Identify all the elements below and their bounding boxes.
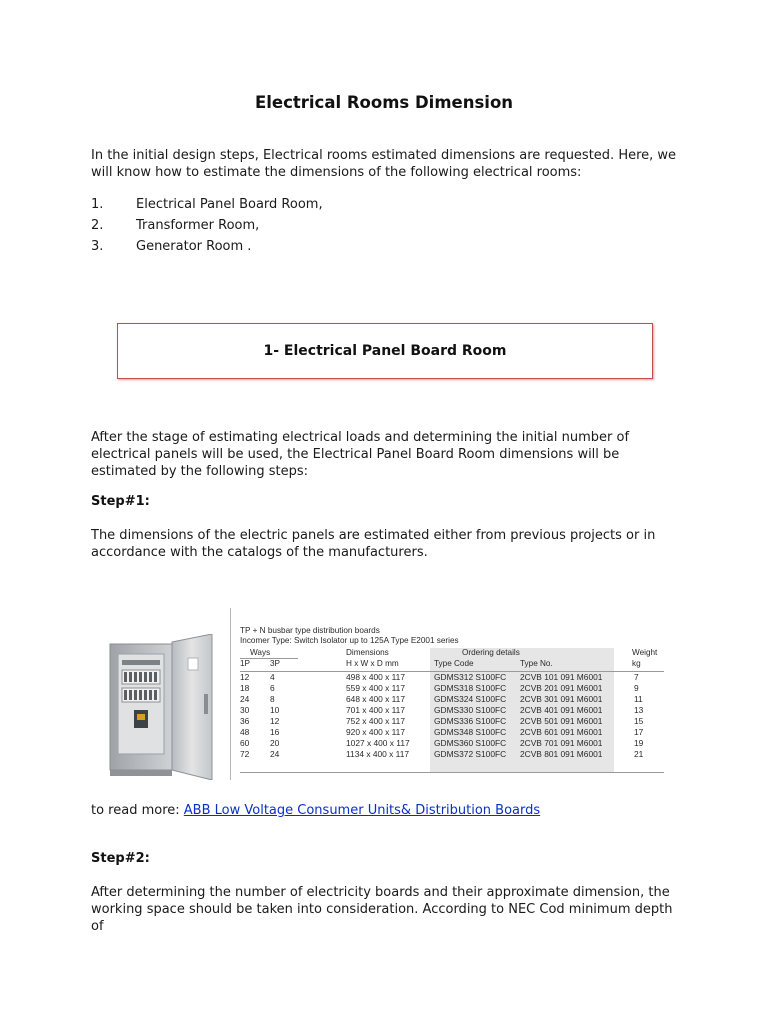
table-cell-no: 2CVB 401 091 M6001 xyxy=(520,705,603,715)
table-rows xyxy=(240,672,664,760)
table-cell-kg: 7 xyxy=(634,672,639,682)
table-cell-no: 2CVB 501 091 M6001 xyxy=(520,716,603,726)
table-cell-p1: 12 xyxy=(240,672,250,682)
table-cell-code: GDMS312 S100FC xyxy=(434,672,507,682)
table-cell-no: 2CVB 101 091 M6001 xyxy=(520,672,603,682)
figure-divider xyxy=(230,608,231,780)
list-item xyxy=(91,217,323,238)
page-title: Electrical Rooms Dimension xyxy=(254,93,514,112)
header-1p: 1P xyxy=(240,659,251,668)
table-cell-p3: 24 xyxy=(270,749,280,759)
list-number: 2. xyxy=(91,218,104,233)
table-row xyxy=(240,738,664,749)
table-cell-code: GDMS360 S100FC xyxy=(434,738,507,748)
table-cell-code: GDMS324 S100FC xyxy=(434,694,507,704)
table-row xyxy=(240,705,664,716)
step2-heading: Step#2: xyxy=(91,851,150,866)
header-hwd: H x W x D mm xyxy=(346,659,399,668)
catalog-figure xyxy=(96,606,664,782)
table-row xyxy=(240,672,664,683)
table-cell-p3: 10 xyxy=(270,705,280,715)
rule xyxy=(240,772,664,773)
header-ordering: Ordering details xyxy=(462,648,520,657)
table-row xyxy=(240,694,664,705)
distribution-board-image xyxy=(100,634,220,780)
table-cell-p1: 36 xyxy=(240,716,250,726)
table-cell-kg: 19 xyxy=(634,738,644,748)
table-cell-p1: 48 xyxy=(240,727,250,737)
rooms-list xyxy=(91,196,323,259)
list-number: 1. xyxy=(91,197,104,212)
catalog-table xyxy=(240,626,664,760)
table-cell-kg: 11 xyxy=(634,694,643,704)
table-cell-code: GDMS348 S100FC xyxy=(434,727,507,737)
rule xyxy=(240,658,298,659)
table-cell-p3: 4 xyxy=(270,672,275,682)
table-cell-no: 2CVB 301 091 M6001 xyxy=(520,694,603,704)
section-heading: 1- Electrical Panel Board Room xyxy=(263,343,507,359)
table-cell-p3: 16 xyxy=(270,727,280,737)
section-intro-paragraph: After the stage of estimating electrical loads and determining the initial number of electrical panels will be used, the Electrical Panel Board Room dimensions will be estimated by the following steps: xyxy=(91,430,630,479)
table-cell-p1: 72 xyxy=(240,749,250,759)
list-label: Transformer Room, xyxy=(136,218,260,233)
step1-heading: Step#1: xyxy=(91,494,150,509)
table-cell-kg: 9 xyxy=(634,683,639,693)
table-row xyxy=(240,727,664,738)
list-item xyxy=(91,238,323,259)
table-header xyxy=(240,648,664,672)
list-label: Generator Room . xyxy=(136,239,252,254)
table-subcaption: Incomer Type: Switch Isolator up to 125A Type E2001 series xyxy=(240,636,459,645)
table-body xyxy=(240,648,664,760)
table-cell-p3: 6 xyxy=(270,683,275,693)
read-more-link[interactable]: ABB Low Voltage Consumer Units& Distribution Boards xyxy=(183,803,541,818)
table-row xyxy=(240,716,664,727)
table-row xyxy=(240,683,664,694)
read-more-prefix: to read more: xyxy=(91,803,184,818)
table-cell-dim: 701 x 400 x 117 xyxy=(346,705,405,715)
header-3p: 3P xyxy=(270,659,281,668)
table-cell-kg: 13 xyxy=(634,705,644,715)
table-cell-dim: 752 x 400 x 117 xyxy=(346,716,405,726)
step2-paragraph: After determining the number of electricity boards and their approximate dimension, the working space should be taken into consideration. According to NEC Cod minimum depth of xyxy=(91,885,673,934)
table-cell-p3: 12 xyxy=(270,716,280,726)
header-ways: Ways xyxy=(250,648,271,657)
table-cell-p3: 8 xyxy=(270,694,275,704)
table-cell-no: 2CVB 801 091 M6001 xyxy=(520,749,603,759)
table-cell-dim: 559 x 400 x 117 xyxy=(346,683,405,693)
table-row xyxy=(240,749,664,760)
table-cell-p1: 30 xyxy=(240,705,250,715)
header-type-code: Type Code xyxy=(434,659,474,668)
header-dimensions: Dimensions xyxy=(346,648,389,657)
section-heading-box xyxy=(117,323,653,379)
header-type-no: Type No. xyxy=(520,659,553,668)
table-cell-p1: 60 xyxy=(240,738,250,748)
table-cell-dim: 920 x 400 x 117 xyxy=(346,727,405,737)
table-cell-p1: 24 xyxy=(240,694,250,704)
header-weight: Weight xyxy=(632,648,658,657)
table-cell-dim: 1134 x 400 x 117 xyxy=(346,749,410,759)
list-label: Electrical Panel Board Room, xyxy=(136,197,323,212)
table-cell-no: 2CVB 601 091 M6001 xyxy=(520,727,603,737)
table-cell-dim: 498 x 400 x 117 xyxy=(346,672,405,682)
table-cell-no: 2CVB 201 091 M6001 xyxy=(520,683,603,693)
table-cell-code: GDMS330 S100FC xyxy=(434,705,507,715)
table-cell-dim: 648 x 400 x 117 xyxy=(346,694,405,704)
list-number: 3. xyxy=(91,239,104,254)
table-cell-code: GDMS336 S100FC xyxy=(434,716,507,726)
table-cell-p3: 20 xyxy=(270,738,280,748)
table-cell-kg: 17 xyxy=(634,727,644,737)
table-cell-kg: 21 xyxy=(634,749,644,759)
header-kg: kg xyxy=(632,659,641,668)
table-cell-kg: 15 xyxy=(634,716,644,726)
table-cell-code: GDMS318 S100FC xyxy=(434,683,507,693)
table-caption: TP + N busbar type distribution boards xyxy=(240,626,380,635)
list-item xyxy=(91,196,323,217)
intro-paragraph: In the initial design steps, Electrical rooms estimated dimensions are requested. Here, we will know how to estimate the dimensions of the following electrical rooms: xyxy=(91,148,677,180)
table-cell-no: 2CVB 701 091 M6001 xyxy=(520,738,603,748)
read-more-line xyxy=(91,802,540,819)
table-cell-code: GDMS372 S100FC xyxy=(434,749,507,759)
step1-paragraph: The dimensions of the electric panels are estimated either from previous projects or in accordance with the catalogs of the manufacturers. xyxy=(91,528,656,560)
table-cell-p1: 18 xyxy=(240,683,250,693)
table-cell-dim: 1027 x 400 x 117 xyxy=(346,738,410,748)
